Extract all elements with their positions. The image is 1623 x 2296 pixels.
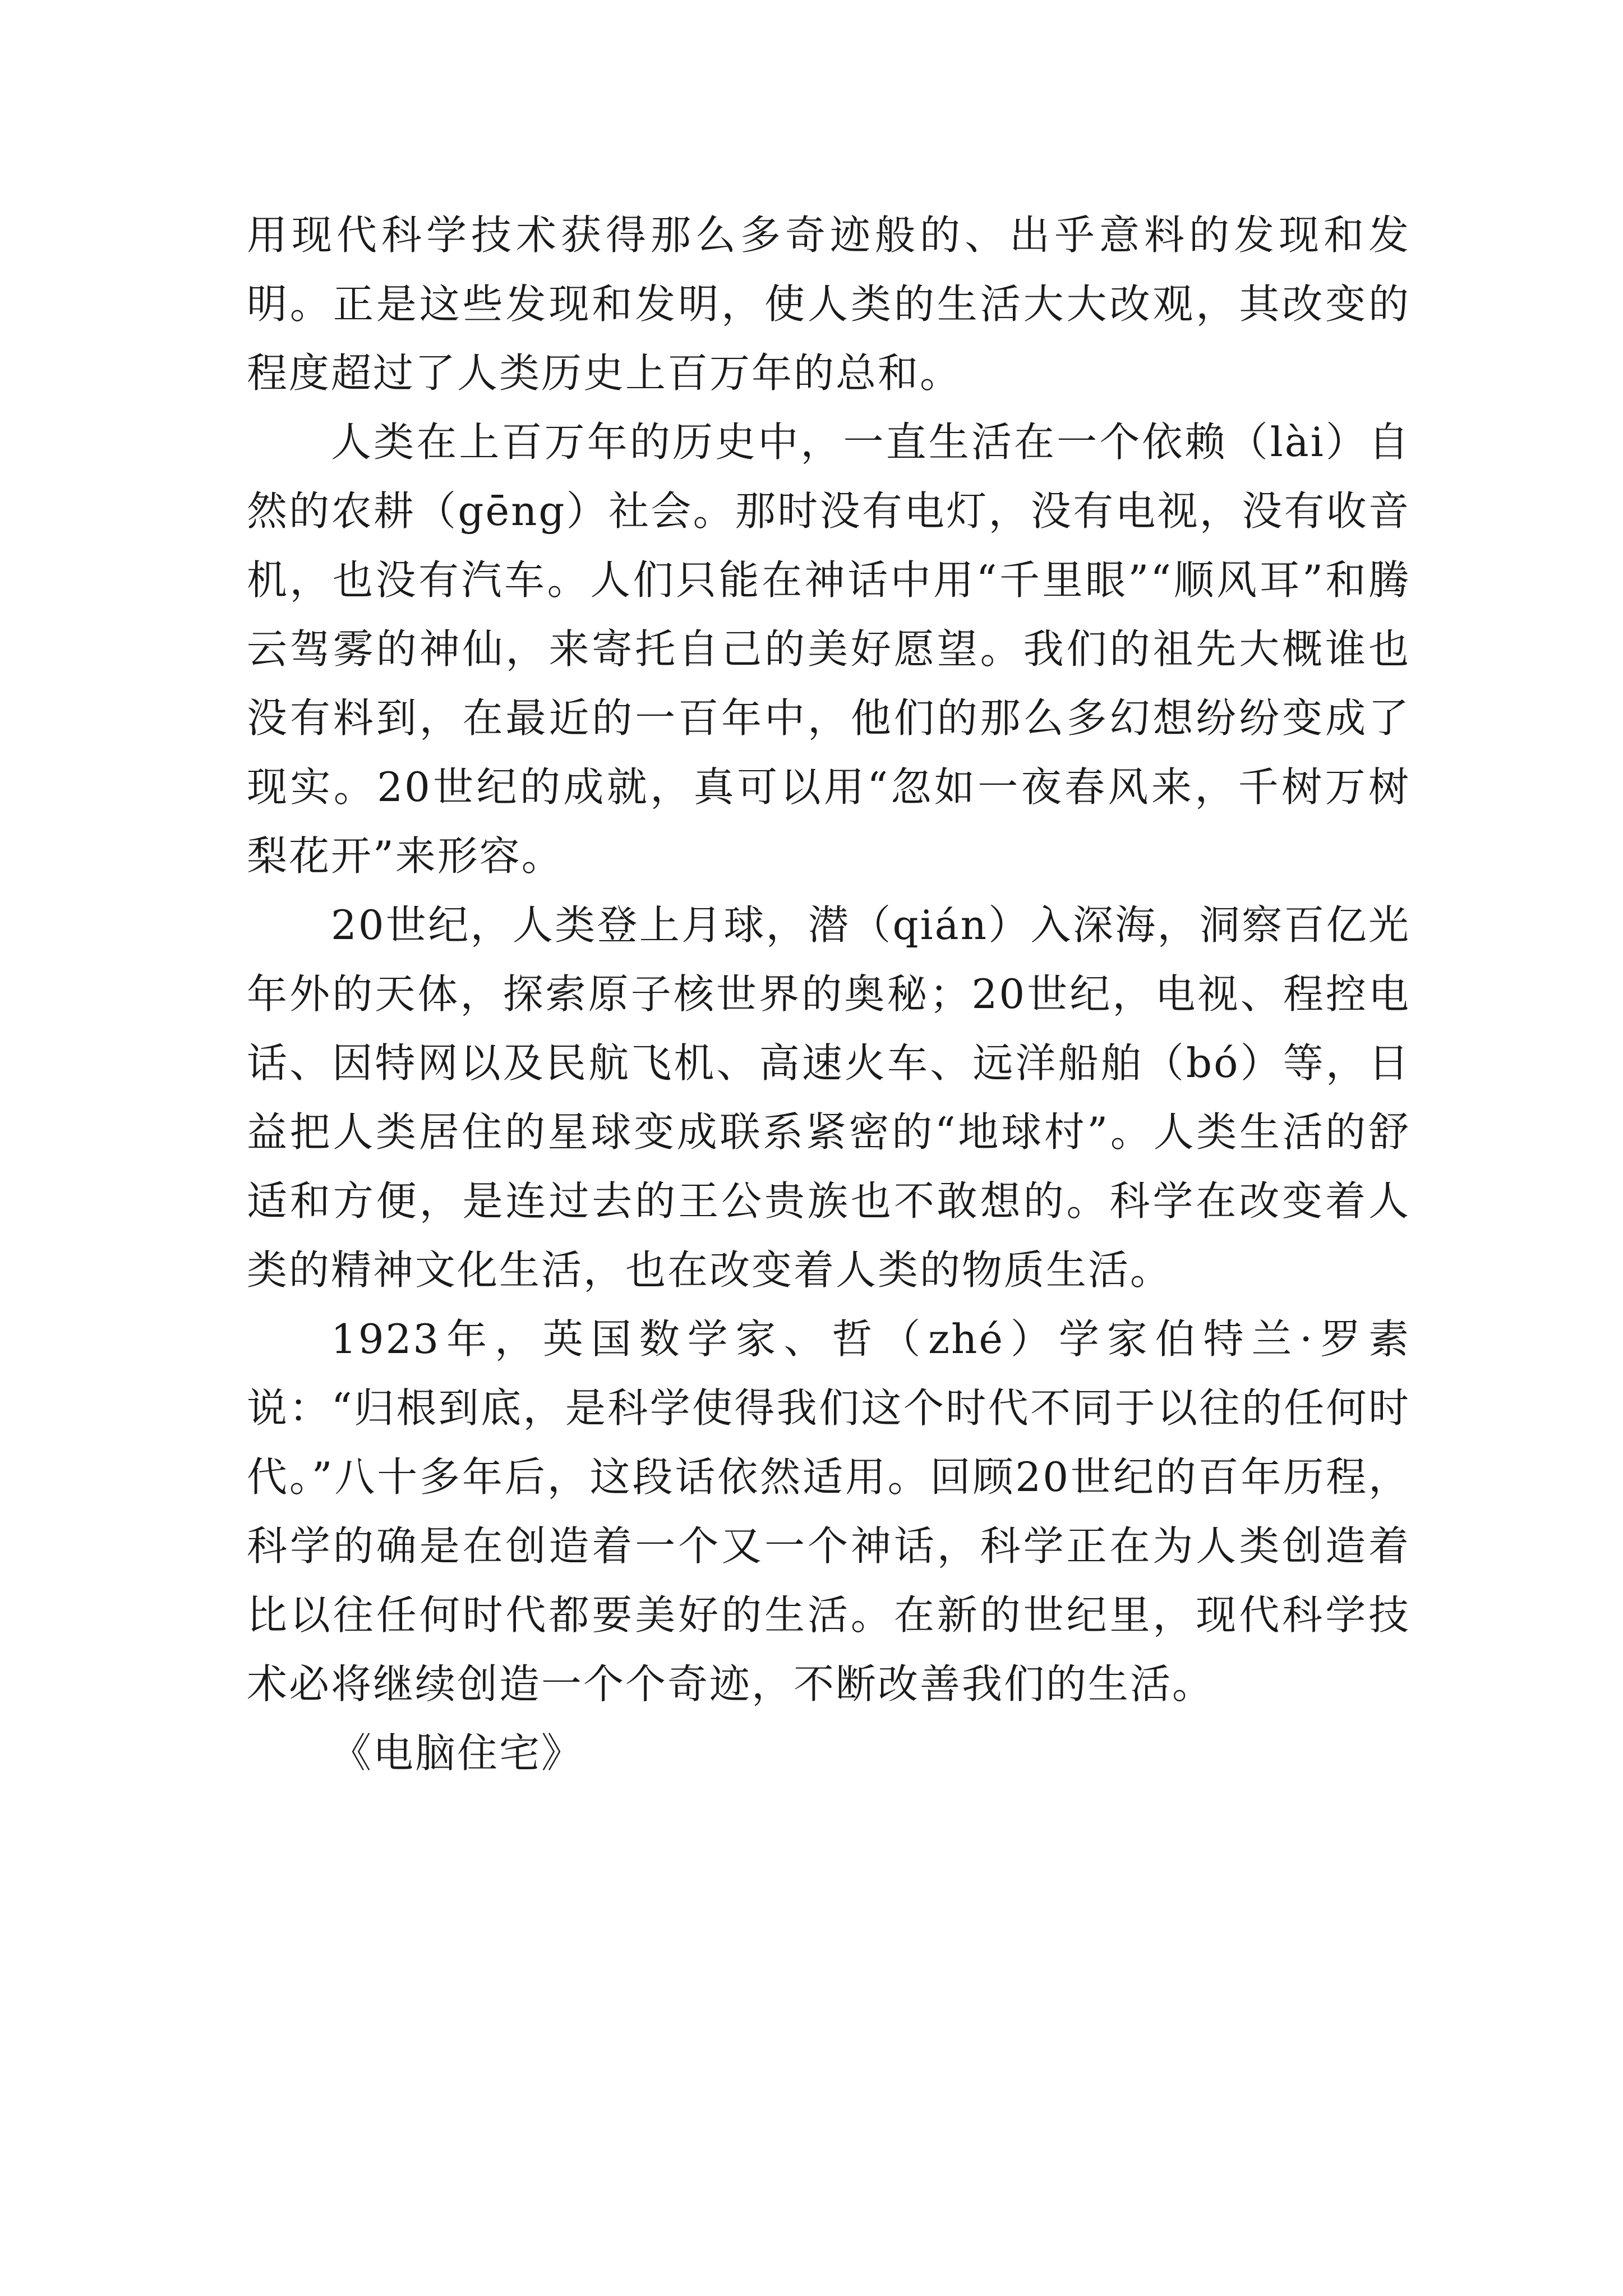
article-body: [247, 201, 1410, 1788]
next-article-title: 《电脑住宅》: [331, 1729, 584, 1777]
paragraph-2: 人类在上百万年的历史中，一直生活在一个依赖（lài）自然的农耕（gēng）社会。那时没有电灯，没有电视，没有收音机，也没有汽车。人们只能在神话中用“千里眼”“顺风耳”和腾云驾雾的神仙，来寄托自己的美好愿望。我们的祖先大概谁也没有料到，在最近的一百年中，他们的那么多幻想纷纷变成了现实。20世纪的成就，真可以用“忽如一夜春风来，千树万树梨花开”来形容。: [247, 418, 1410, 880]
paragraph-4: 1923年，英国数学家、哲（zhé）学家伯特兰·罗素说：“归根到底，是科学使得我们这个时代不同于以往的任何时代。”八十多年后，这段话依然适用。回顾20世纪的百年历程，科学的确是在创造着一个又一个神话，科学正在为人类创造着比以往任何时代都要美好的生活。在新的世纪里，现代科学技术必将继续创造一个个奇迹，不断改善我们的生活。: [247, 1315, 1410, 1708]
paragraph-1: 用现代科学技术获得那么多奇迹般的、出乎意料的发现和发明。正是这些发现和发明，使人类的生活大大改观，其改变的程度超过了人类历史上百万年的总和。: [247, 211, 1410, 397]
paragraph-3: 20世纪，人类登上月球，潜（qián）入深海，洞察百亿光年外的天体，探索原子核世界的奥秘；20世纪，电视、程控电话、因特网以及民航飞机、高速火车、远洋船舶（bó）等，日益把人类居住的星球变成联系紧密的“地球村”。人类生活的舒适和方便，是连过去的王公贵族也不敢想的。科学在改变着人类的精神文化生活，也在改变着人类的物质生活。: [247, 901, 1410, 1294]
